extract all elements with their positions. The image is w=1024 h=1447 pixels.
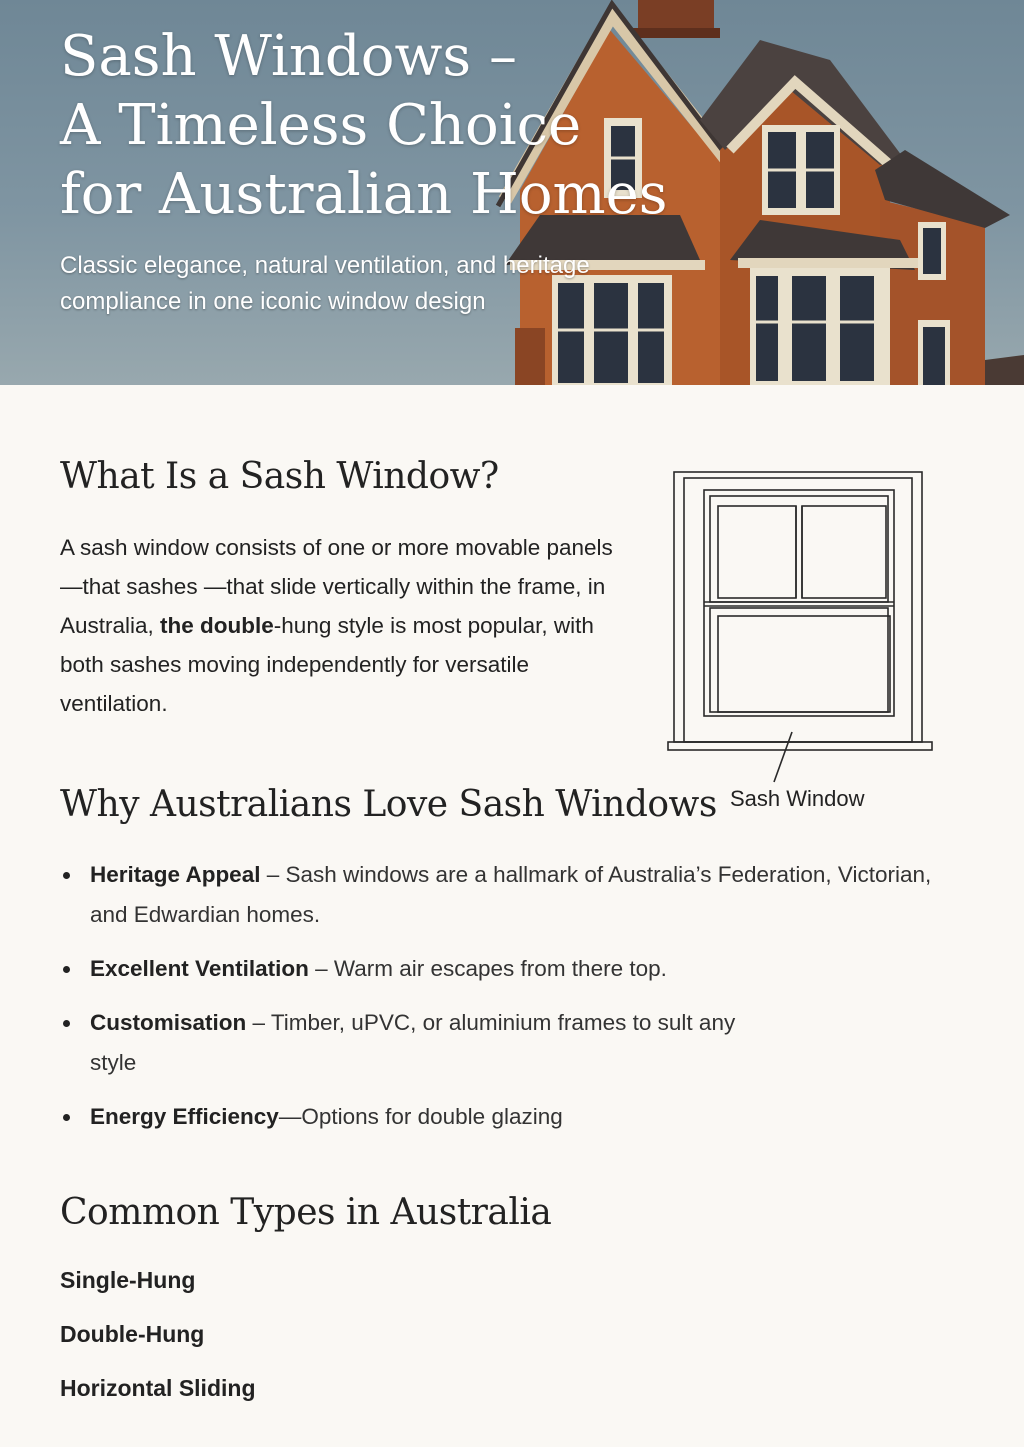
sash-window-diagram	[662, 466, 937, 786]
reason-title: Energy Efficiency	[90, 1104, 279, 1129]
list-item	[60, 949, 940, 989]
reason-title: Heritage Appeal	[90, 862, 261, 887]
reason-text: – Warm air escapes from there top.	[308, 956, 667, 981]
diagram-label: Sash Window	[730, 786, 865, 811]
what-is-body	[60, 528, 620, 723]
what-is-body-part-3: -hung style is most popular, with both sashes moving independently for versatile ventilation.	[60, 613, 594, 716]
types-list	[60, 1262, 256, 1424]
reason-title: Excellent Ventilation	[90, 956, 309, 981]
page-title	[60, 22, 700, 229]
list-item	[60, 1003, 750, 1083]
reasons-list	[60, 855, 940, 1137]
what-is-body-part-1: A sash window consists of one or more movable panels —that sashes —that slide vertically within the frame, in Australia,	[60, 535, 613, 638]
title-line-2: A Timeless Choice	[60, 93, 582, 158]
what-is-body-emphasis: the double	[160, 613, 274, 638]
subtitle-line-1: Classic elegance, natural ventilation, and heritage	[60, 252, 590, 279]
title-line-3: for Australian Homes	[60, 162, 668, 227]
list-item	[60, 1097, 940, 1137]
reason-title: Customisation	[90, 1010, 247, 1035]
type-double-hung: Double-Hung	[60, 1321, 205, 1347]
what-is-heading: What Is a Sash Window?	[60, 456, 499, 497]
reason-text: – Sash windows are a hallmark of Australia’s Federation, Victorian, and Edwardian homes.	[90, 862, 932, 927]
hero-banner	[0, 0, 1024, 385]
reason-text: – Timber, uPVC, or aluminium frames to sult any style	[90, 1010, 736, 1075]
page-subtitle	[60, 248, 660, 320]
subtitle-line-2: compliance in one iconic window design	[60, 288, 486, 315]
title-line-1: Sash Windows –	[60, 24, 517, 89]
type-horizontal-sliding: Horizontal Sliding	[60, 1375, 256, 1401]
why-heading: Why Australians Love Sash Windows	[60, 784, 717, 825]
type-single-hung: Single-Hung	[60, 1267, 196, 1293]
types-heading: Common Types in Australia	[60, 1192, 552, 1233]
reason-text: —Options for double glazing	[278, 1104, 563, 1129]
list-item	[60, 855, 940, 935]
